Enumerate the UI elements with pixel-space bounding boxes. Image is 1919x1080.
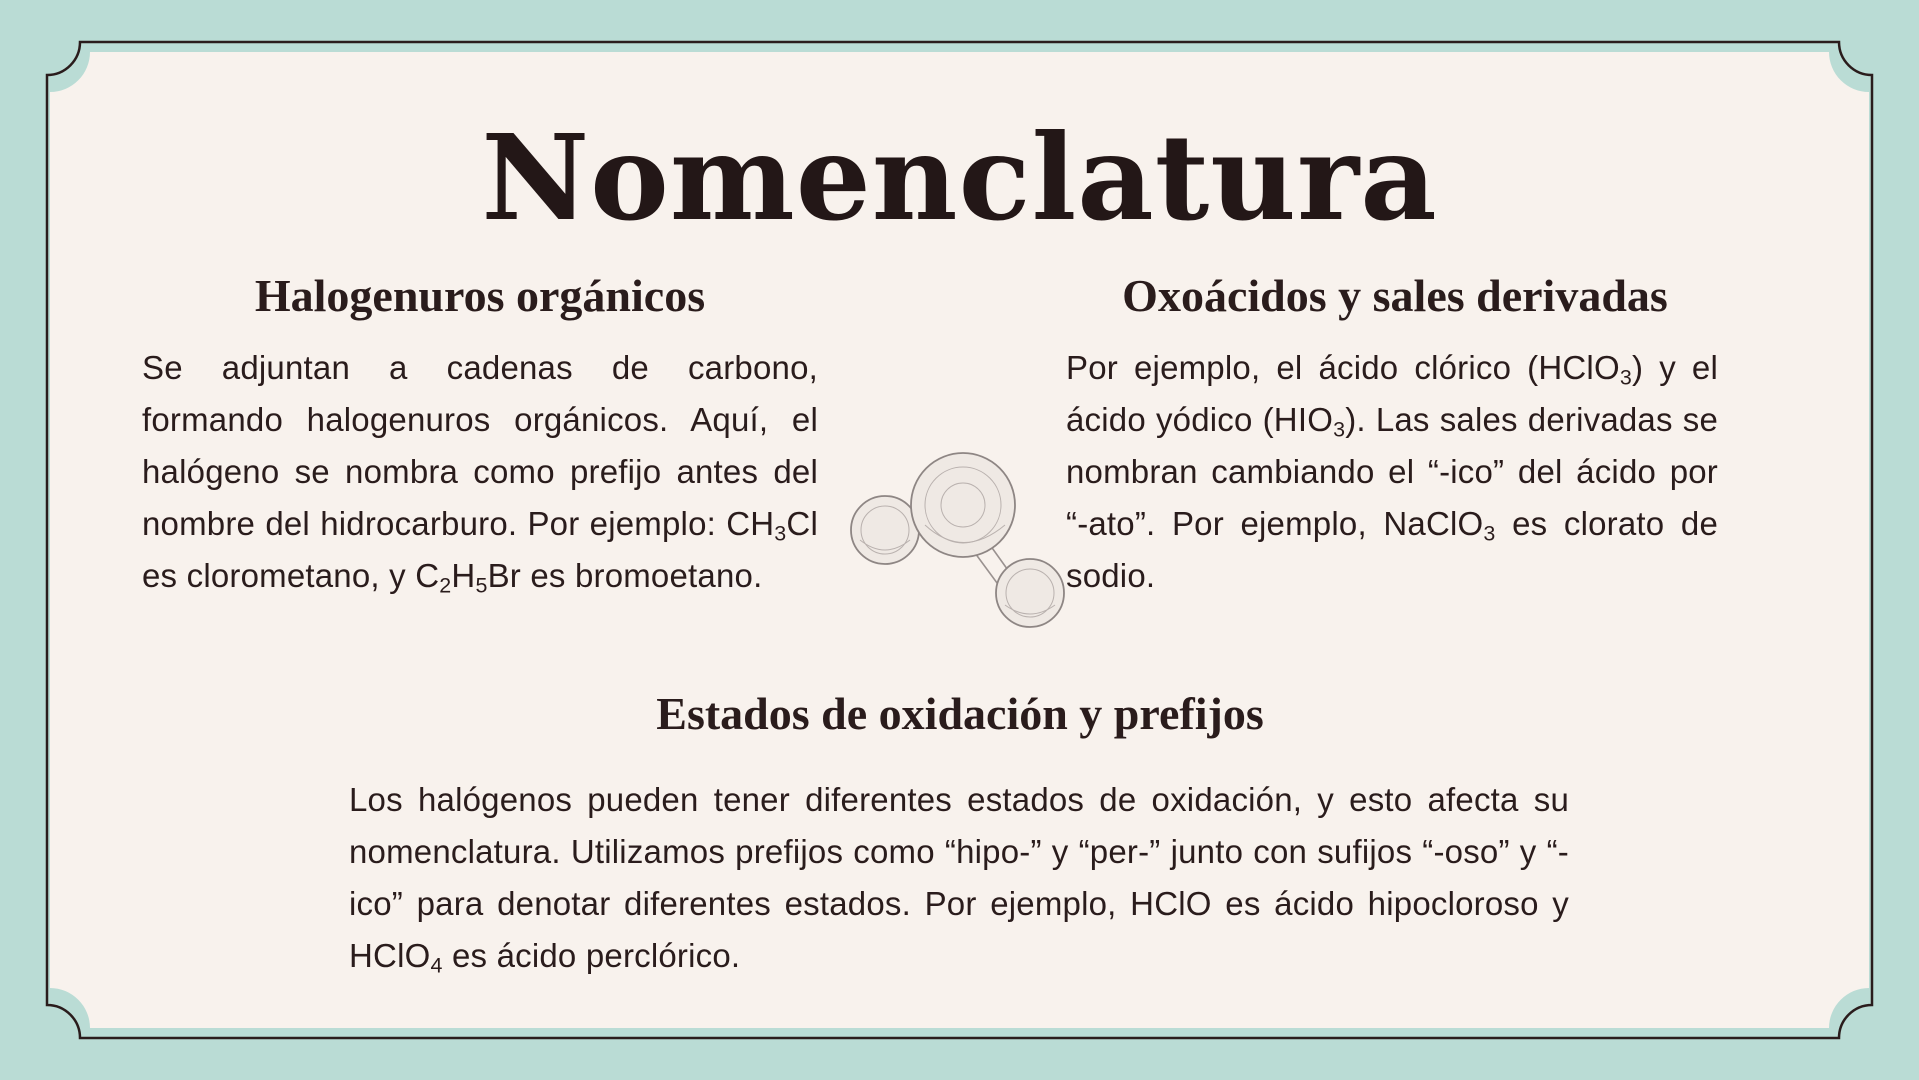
paragraph-halogenuros: Se adjuntan a cadenas de carbono, formando halogenuros orgánicos. Aquí, el halógeno se nombra como prefijo antes del nombre del hidrocarburo. Por ejemplo: $CH_3Cl$ es clorometano, y $C_2H_5Br$ es bromoetano. (142, 349, 818, 598)
page-title: Nomenclatura (481, 108, 1438, 247)
heading-estados-oxidacion: Estados de oxidación y prefijos (656, 688, 1264, 739)
paragraph-oxoacidos: Por ejemplo, el ácido clórico (HClO$_3$) y el ácido yódico $(HIO_3)$. Las sales derivadas se nombran cambiando el “-ico” del ácido por “-ato”. Por ejemplo, NaClO$_3$ es clorato de sodio. (1066, 349, 1719, 594)
molecule-icon (845, 445, 1075, 630)
heading-oxoacidos: Oxoácidos y sales derivadas (1122, 270, 1668, 321)
heading-halogenuros: Halogenuros orgánicos (254, 270, 706, 321)
paragraph-estados-oxidacion: Los halógenos pueden tener diferentes estados de oxidación, y esto afecta su nomenclatura. Utilizamos prefijos como “hipo-” y “per-” junto con sufijos “-oso” y “-ico” para denotar diferentes estados. Por ejemplo, HClO es ácido hipocloroso y HClO$_4$ es ácido perclórico. (349, 781, 1569, 978)
